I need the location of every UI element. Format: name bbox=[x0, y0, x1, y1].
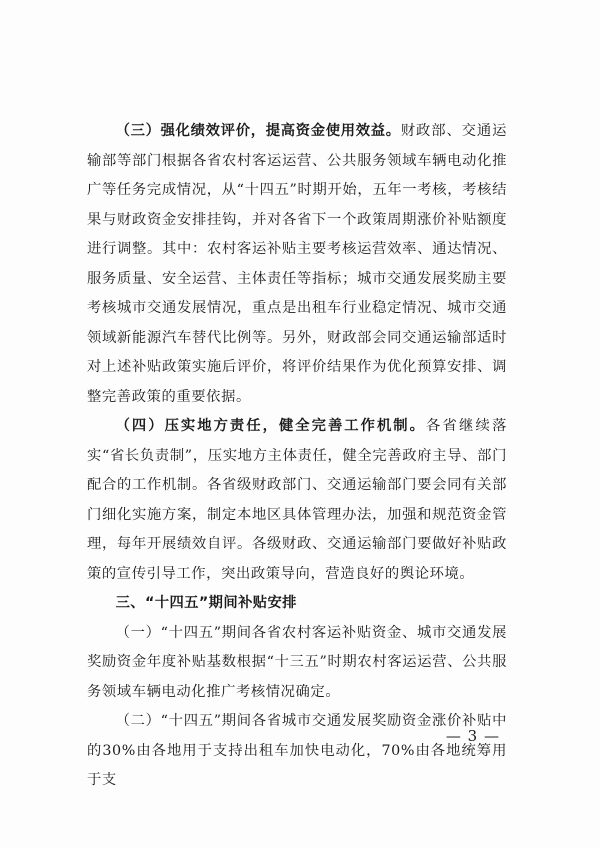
document-body bbox=[87, 117, 507, 796]
page-number: — 3 — bbox=[445, 727, 500, 745]
paragraph-text: （一）“十四五”期间各省农村客运补贴资金、城市交通发展奖励资金年度补贴基数根据“十三五”时期农村客运运营、公共服务领域车辆电动化推广考核情况确定。 bbox=[87, 624, 507, 700]
paragraph-subsidy-allocation bbox=[87, 707, 507, 796]
paragraph-lead: （三）强化绩效评价，提高资金使用效益。 bbox=[115, 123, 401, 139]
section-heading: 三、“十四五”期间补贴安排 bbox=[115, 595, 297, 611]
paragraph-performance-evaluation bbox=[87, 117, 507, 412]
paragraph-lead: （四）压实地方责任，健全完善工作机制。 bbox=[115, 418, 426, 434]
paragraph-local-responsibility bbox=[87, 412, 507, 589]
paragraph-subsidy-base bbox=[87, 619, 507, 708]
paragraph-text: 各省继续落实“省长负责制”，压实地方主体责任，健全完善政府主导、部门配合的工作机制。各省级财政部门、交通运输部门要会同有关部门细化实施方案，制定本地区具体管理办法，加强和规范资金管理，每年开展绩效自评。各级财政、交通运输部门要做好补贴政策的宣传引导工作，突出政策导向，营造良好的舆论环境。 bbox=[87, 418, 507, 582]
paragraph-text: 财政部、交通运输部等部门根据各省农村客运运营、公共服务领域车辆电动化推广等任务完成情况，从“十四五”时期开始，五年一考核，考核结果与财政资金安排挂钩，并对各省下一个政策周期涨价补贴额度进行调整。其中：农村客运补贴主要考核运营效率、通达情况、服务质量、安全运营、主体责任等指标；城市交通发展奖励主要考核城市交通发展情况，重点是出租车行业稳定情况、城市交通领域新能源汽车替代比例等。另外，财政部会同交通运输部适时对上述补贴政策实施后评价，将评价结果作为优化预算安排、调整完善政策的重要依据。 bbox=[87, 123, 507, 405]
paragraph-text: （二）“十四五”期间各省城市交通发展奖励资金涨价补贴中的30%由各地用于支持出租车加快电动化，70%由各地统筹用于支 bbox=[87, 713, 507, 788]
